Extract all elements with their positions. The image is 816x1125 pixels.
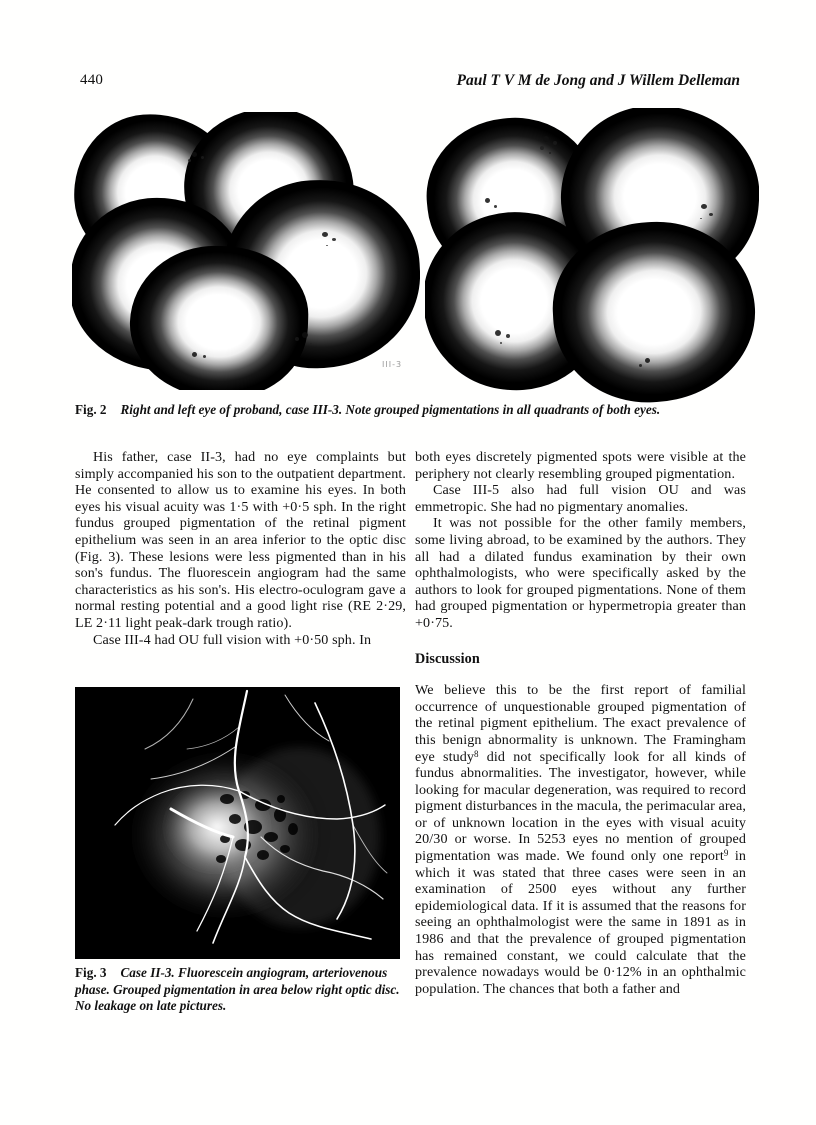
- pigment-spot: [701, 204, 707, 209]
- figure2-caption: [75, 402, 747, 418]
- reference-9: 9: [723, 848, 729, 859]
- pigment-spot: [302, 332, 308, 338]
- pigment-spot: [192, 352, 197, 357]
- reference-8: 8: [474, 748, 479, 759]
- figure2-caption-text: Right and left eye of proband, case III-3. Note grouped pigmentations in all quadrants of both eyes.: [120, 402, 661, 417]
- figure3-caption: [75, 965, 401, 1015]
- page-number: 440: [80, 72, 104, 88]
- figure3-angiogram-image: [75, 687, 400, 959]
- paragraph: Case III-5 also had full vision OU and was emmetropic. She had no pigmentary anomalies.: [415, 482, 746, 515]
- paragraph: Case III-4 had OU full vision with +0·50 sph. In: [93, 631, 372, 648]
- paragraph: It was not possible for the other family members, some living abroad, to be examined by the authors. They all had a dilated fundus examination by their own ophthalmologists, who were specifically asked by the authors to look for grouped pigmentations. None of them had grouped pigmentation or hypermetropia greater than +0·75.: [415, 515, 746, 631]
- paragraph: His father, case II-3, had no eye complaints but simply accompanied his son to the outpatient department. He consented to allow us to examine his eyes. In both eyes his visual acuity was 1·5 with +0·5 sph. In the right fundus grouped pigmentation of the retinal pigment epithelium was seen in an area inferior to the optic disc (Fig. 3). These lesions were less pigmented than in his son's fundus. The fluorescein angiogram had the same characteristics as his son's. His electro-oculogram gave a normal resting potential and a good light rise (RE 2·29, LE 2·11 light peak-dark trough ratio).: [75, 449, 406, 631]
- photo-corner-mark: III-3: [382, 360, 403, 369]
- angiogram-graphic: [75, 687, 400, 959]
- figure2-left-eye-montage: [425, 108, 759, 405]
- pigment-spot: [322, 232, 328, 237]
- right-column: [415, 449, 746, 997]
- pigment-spot: [543, 136, 549, 142]
- discussion-heading: Discussion: [415, 650, 480, 667]
- paragraph: both eyes discretely pigmented spots were visible at the periphery not clearly resembling grouped pigmentation.: [415, 449, 746, 482]
- figure2-right-eye-montage: [72, 112, 420, 390]
- paragraph-text: We believe this to be the first report of familial occurrence of unquestionable grouped pigmentation of the retinal pigment epithelium. The exact prevalence of this benign abnormality is unknown. The Framingham eye study: [415, 682, 746, 765]
- running-head: Paul T V M de Jong and J Willem Delleman: [456, 72, 740, 89]
- pigment-spot: [495, 330, 501, 336]
- paragraph: [415, 682, 746, 997]
- pigment-spot: [485, 198, 490, 203]
- paragraph-text: in which it was stated that three cases were seen in an examination of 2500 eyes without any further epidemiological data. If it is assumed that the reasons for seeing an ophthalmologist were the same in 1891 as in 1986 and that the prevalence of grouped pigmentation has remained constant, we could calculate that the prevalence nowadays would be 0·12% in an ophthalmic population. The chances that both a father and: [415, 848, 746, 997]
- figure2-label: Fig. 2: [75, 402, 107, 417]
- pigment-spot: [645, 358, 650, 363]
- figure3-label: Fig. 3: [75, 965, 107, 980]
- paragraph-text: did not specifically look for all kinds of fundus abnormalities. The investigator, however, while looking for macular degeneration, was required to record pigment disturbances in the macula, the perimacular area, or of unknown location in the eyes with visual acuity 20/30 or worse. In 5253 eyes no mention of grouped pigmentation was made. We found only one report: [415, 748, 746, 865]
- figure3-caption-text: Case II-3. Fluorescein angiogram, arteriovenous phase. Grouped pigmentation in area below right optic disc. No leakage on late pictures.: [75, 965, 400, 1013]
- pigment-spot: [192, 152, 197, 157]
- left-column: [75, 449, 406, 648]
